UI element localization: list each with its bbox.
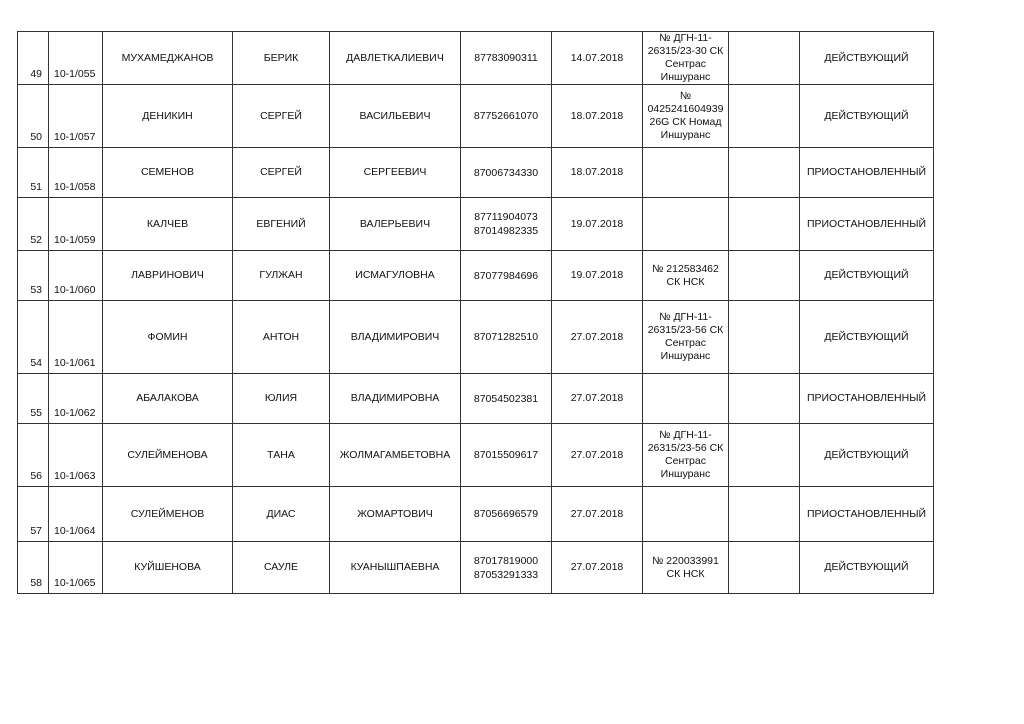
table-row — [18, 32, 934, 85]
insurance-policy-line: Иншуранс — [660, 350, 711, 362]
insurance-policy-cell — [643, 542, 729, 594]
blank-cell — [729, 85, 800, 148]
phone-cell — [461, 542, 552, 594]
insurance-policy-cell — [643, 487, 729, 542]
date-cell: 14.07.2018 — [552, 32, 643, 85]
row-number: 52 — [18, 198, 49, 251]
status-cell: ДЕЙСТВУЮЩИЙ — [800, 32, 934, 85]
phone-line: 87783090311 — [474, 52, 538, 64]
registration-code: 10-1/059 — [49, 198, 103, 251]
insurance-policy-line: 26315/23-30 СК — [647, 45, 724, 57]
surname-cell: КАЛЧЕВ — [103, 198, 233, 251]
patronymic-cell: ВАЛЕРЬЕВИЧ — [330, 198, 461, 251]
table-row — [18, 374, 934, 424]
registration-code: 10-1/055 — [49, 32, 103, 85]
status-cell: ПРИОСТАНОВЛЕННЫЙ — [800, 198, 934, 251]
registration-code: 10-1/065 — [49, 542, 103, 594]
table-body — [18, 32, 934, 594]
date-cell: 27.07.2018 — [552, 374, 643, 424]
patronymic-cell: ВАСИЛЬЕВИЧ — [330, 85, 461, 148]
first-name-cell: ГУЛЖАН — [233, 251, 330, 301]
registration-code: 10-1/061 — [49, 301, 103, 374]
phone-line: 87077984696 — [473, 269, 539, 282]
surname-cell: ЛАВРИНОВИЧ — [103, 251, 233, 301]
phone-line: 87071282510 — [473, 331, 539, 343]
blank-cell — [729, 32, 800, 85]
insurance-policy-line: 26315/23-56 СК — [647, 324, 724, 336]
blank-cell — [729, 301, 800, 374]
row-number: 55 — [18, 374, 49, 424]
insurance-policy-cell — [643, 424, 729, 487]
date-cell: 18.07.2018 — [552, 85, 643, 148]
insurance-policy-cell — [643, 32, 729, 85]
phone-line: 87017819000 — [473, 554, 539, 567]
surname-cell: СУЛЕЙМЕНОВА — [103, 424, 233, 487]
registration-code: 10-1/057 — [49, 85, 103, 148]
date-cell: 27.07.2018 — [552, 487, 643, 542]
surname-cell: СУЛЕЙМЕНОВ — [103, 487, 233, 542]
status-cell: ДЕЙСТВУЮЩИЙ — [800, 251, 934, 301]
date-cell: 19.07.2018 — [552, 251, 643, 301]
first-name-cell: ЕВГЕНИЙ — [233, 198, 330, 251]
table-row — [18, 301, 934, 374]
insurance-policy-line: № ДГН-11- — [659, 32, 712, 44]
patronymic-cell: ИСМАГУЛОВНА — [330, 251, 461, 301]
date-cell: 18.07.2018 — [552, 148, 643, 198]
status-cell: ПРИОСТАНОВЛЕННЫЙ — [800, 374, 934, 424]
blank-cell — [729, 542, 800, 594]
blank-cell — [729, 198, 800, 251]
insurance-policy-cell — [643, 251, 729, 301]
status-cell: ДЕЙСТВУЮЩИЙ — [800, 542, 934, 594]
status-cell: ПРИОСТАНОВЛЕННЫЙ — [800, 148, 934, 198]
insurance-policy-line: СК НСК — [666, 275, 705, 288]
phone-cell — [461, 198, 552, 251]
date-cell: 27.07.2018 — [552, 424, 643, 487]
surname-cell: СЕМЕНОВ — [103, 148, 233, 198]
table-row — [18, 198, 934, 251]
phone-cell — [461, 374, 552, 424]
table-row — [18, 487, 934, 542]
first-name-cell: ДИАС — [233, 487, 330, 542]
row-number: 54 — [18, 301, 49, 374]
insurance-policy-line: 26315/23-56 СК — [647, 442, 724, 454]
phone-cell — [461, 251, 552, 301]
phone-line: 87014982335 — [473, 225, 539, 237]
patronymic-cell: ВЛАДИМИРОВИЧ — [330, 301, 461, 374]
surname-cell: ФОМИН — [103, 301, 233, 374]
patronymic-cell: СЕРГЕЕВИЧ — [330, 148, 461, 198]
table-row — [18, 424, 934, 487]
date-cell: 27.07.2018 — [552, 301, 643, 374]
row-number: 49 — [18, 32, 49, 85]
first-name-cell: САУЛЕ — [233, 542, 330, 594]
status-cell: ПРИОСТАНОВЛЕННЫЙ — [800, 487, 934, 542]
table-row — [18, 251, 934, 301]
insurance-policy-line: № 220033991 — [652, 554, 719, 567]
phone-line: 87752661070 — [473, 110, 539, 122]
patronymic-cell: КУАНЫШПАЕВНА — [330, 542, 461, 594]
phone-line: 87056696579 — [473, 508, 539, 520]
blank-cell — [729, 374, 800, 424]
insurance-policy-line: Сентрас — [665, 455, 706, 467]
insurance-policy-line: № — [679, 90, 692, 102]
phone-cell — [461, 487, 552, 542]
surname-cell: МУХАМЕДЖАНОВ — [103, 32, 233, 85]
insurance-policy-line: Иншуранс — [660, 129, 711, 141]
blank-cell — [729, 251, 800, 301]
first-name-cell: АНТОН — [233, 301, 330, 374]
table-row — [18, 542, 934, 594]
phone-cell — [461, 85, 552, 148]
table-row — [18, 85, 934, 148]
insurance-policy-cell — [643, 301, 729, 374]
insurance-policy-line: № ДГН-11- — [659, 429, 712, 441]
phone-cell — [461, 424, 552, 487]
status-cell: ДЕЙСТВУЮЩИЙ — [800, 301, 934, 374]
surname-cell: АБАЛАКОВА — [103, 374, 233, 424]
insurance-policy-line: Иншуранс — [660, 468, 711, 480]
insurance-policy-line: СК НСК — [666, 567, 705, 580]
patronymic-cell: ДАВЛЕТКАЛИЕВИЧ — [330, 32, 461, 85]
status-cell: ДЕЙСТВУЮЩИЙ — [800, 424, 934, 487]
row-number: 51 — [18, 148, 49, 198]
registration-code: 10-1/062 — [49, 374, 103, 424]
table-row — [18, 148, 934, 198]
first-name-cell: БЕРИК — [233, 32, 330, 85]
insurance-policy-line: Сентрас — [665, 58, 706, 70]
row-number: 53 — [18, 251, 49, 301]
insurance-policy-cell — [643, 85, 729, 148]
registration-code: 10-1/058 — [49, 148, 103, 198]
patronymic-cell: ЖОМАРТОВИЧ — [330, 487, 461, 542]
surname-cell: ДЕНИКИН — [103, 85, 233, 148]
phone-line: 87006734330 — [473, 166, 539, 179]
blank-cell — [729, 487, 800, 542]
first-name-cell: СЕРГЕЙ — [233, 148, 330, 198]
insurance-policy-cell — [643, 198, 729, 251]
row-number: 58 — [18, 542, 49, 594]
first-name-cell: ЮЛИЯ — [233, 374, 330, 424]
first-name-cell: ТАНА — [233, 424, 330, 487]
patronymic-cell: ЖОЛМАГАМБЕТОВНА — [330, 424, 461, 487]
insurance-policy-line: 0425241604939 — [647, 103, 724, 115]
blank-cell — [729, 424, 800, 487]
registration-code: 10-1/064 — [49, 487, 103, 542]
phone-line: 87053291333 — [473, 568, 539, 581]
insurance-policy-line: Иншуранс — [660, 71, 711, 83]
status-cell: ДЕЙСТВУЮЩИЙ — [800, 85, 934, 148]
date-cell: 19.07.2018 — [552, 198, 643, 251]
blank-cell — [729, 148, 800, 198]
insurance-policy-cell — [643, 148, 729, 198]
phone-cell — [461, 32, 552, 85]
registry-table — [17, 31, 934, 594]
first-name-cell: СЕРГЕЙ — [233, 85, 330, 148]
insurance-policy-cell — [643, 374, 729, 424]
insurance-policy-line: № 212583462 — [652, 262, 719, 275]
phone-cell — [461, 148, 552, 198]
phone-cell — [461, 301, 552, 374]
phone-line: 87711904073 — [474, 211, 538, 223]
registration-code: 10-1/060 — [49, 251, 103, 301]
insurance-policy-line: № ДГН-11- — [659, 311, 712, 323]
row-number: 50 — [18, 85, 49, 148]
patronymic-cell: ВЛАДИМИРОВНА — [330, 374, 461, 424]
insurance-policy-line: 26G СК Номад — [649, 116, 722, 128]
row-number: 57 — [18, 487, 49, 542]
row-number: 56 — [18, 424, 49, 487]
registration-code: 10-1/063 — [49, 424, 103, 487]
insurance-policy-line: Сентрас — [665, 337, 706, 349]
phone-line: 87054502381 — [473, 392, 539, 405]
surname-cell: КУЙШЕНОВА — [103, 542, 233, 594]
phone-line: 87015509617 — [473, 449, 539, 461]
date-cell: 27.07.2018 — [552, 542, 643, 594]
